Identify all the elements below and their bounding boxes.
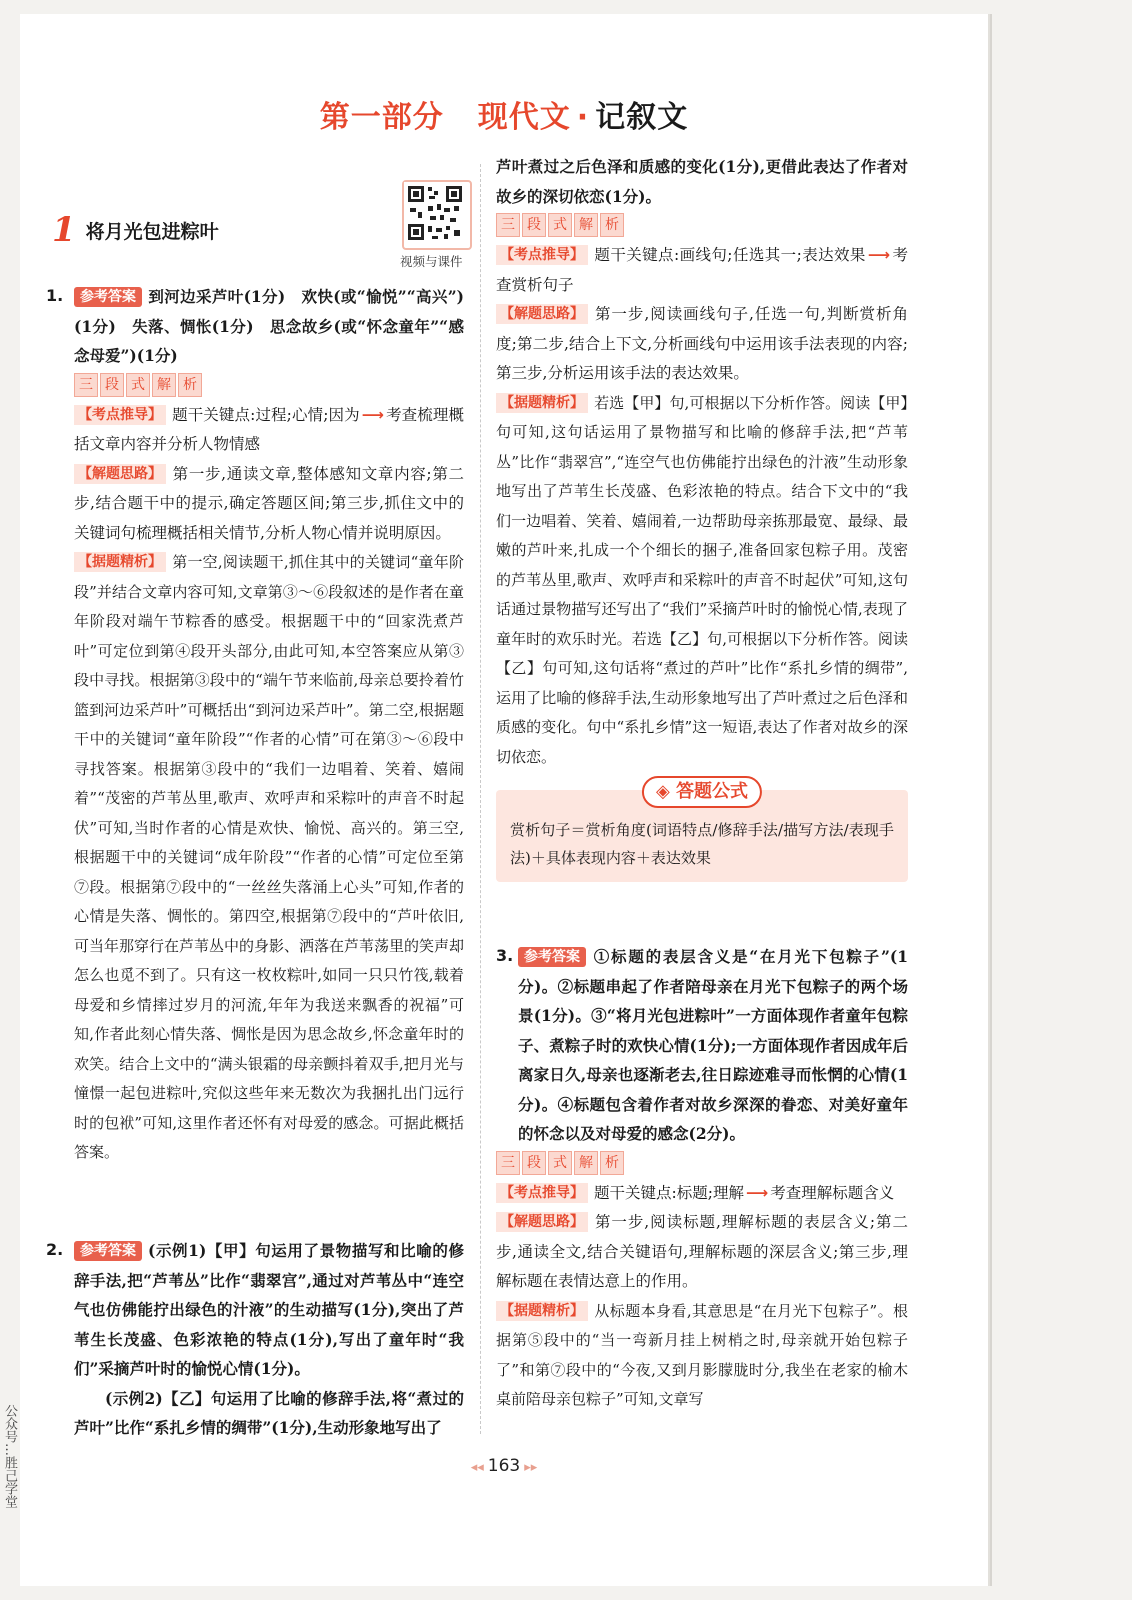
document-page bbox=[20, 14, 988, 1586]
answer-tag: 参考答案 bbox=[74, 1241, 142, 1261]
formula-title-text: 答题公式 bbox=[676, 781, 749, 802]
header-dot: · bbox=[576, 100, 590, 135]
header-part: 第一部分 bbox=[319, 100, 444, 135]
arrow-icon: ⟶ bbox=[361, 405, 384, 424]
q3-siliu bbox=[496, 1208, 908, 1297]
q3-answer bbox=[496, 942, 908, 1149]
q1-kaodian-b: 考查梳理概括文章内容并分析人物情感 bbox=[74, 405, 464, 453]
sandan-char: 析 bbox=[178, 373, 202, 397]
sandan-char: 析 bbox=[600, 213, 624, 237]
kaodian-label: 【考点推导】 bbox=[496, 245, 588, 265]
siliu-label: 【解题思路】 bbox=[496, 304, 588, 324]
arrow-icon: ⟶ bbox=[867, 246, 891, 264]
question-1 bbox=[46, 282, 465, 1168]
kaodian-label: 【考点推导】 bbox=[496, 1183, 588, 1203]
q3-kaodian bbox=[496, 1179, 908, 1209]
column-divider bbox=[480, 164, 481, 1434]
answer-tag: 参考答案 bbox=[518, 947, 586, 967]
page-number bbox=[20, 1456, 988, 1476]
answer-tag: 参考答案 bbox=[74, 287, 142, 307]
q1-kaodian bbox=[52, 401, 464, 460]
q1-jingxi-text: 第一空,阅读题干,抓住其中的关键词“童年阶段”并结合文章内容可知,文章第③～⑥段叙述的是作者在童年阶段对端午节粽香的感受。根据题干中的“回家洗煮芦叶”可定位到第④段开头部分,由此可知,本空答案应从第③段中寻找。根据第③段中的“端午节来临前,母亲总要拎着竹篮到河边采芦叶”可概括出“到河边采芦叶”。第二空,根据题干中的关键词“童年阶段”“作者的心情”可在第③～⑥段中寻找答案。根据第③段中的“我们一边唱着、笑着、嬉闹着”“茂密的芦苇丛里,歌声、欢呼声和采粽叶的声音不时起伏”可知,当时作者的心情是欢快、愉悦、高兴的。第三空,根据题干中的关键词“成年阶段”“作者的心情”可定位至第⑦段。根据第⑦段中的“一丝丝失落涌上心头”可知,作者的心情是失落、惆怅的。第四空,根据第⑦段中的“芦叶依旧,可当年那穿行在芦苇丛中的身影、洒落在芦苇荡里的笑声却怎么也觅不到了。只有这一枚枚粽叶,如同一只只竹筏,载着母爱和乡情摔过岁月的河流,年年为我送来飘香的祝福”可知,作者此刻心情失落、惆怅是因为思念故乡,怀念童年时的欢笑。结合上文中的“满头银霜的母亲颤抖着双手,把月光与憧憬一起包进粽叶,究似这些年来无数次为我捆扎出门远行时的包袱”可知,这里作者还怀有对母爱的感念。可据此概括答案。 bbox=[74, 553, 465, 1161]
jingxi-label: 【据题精析】 bbox=[74, 552, 166, 572]
siliu-label: 【解题思路】 bbox=[74, 464, 166, 484]
jingxi-label: 【据题精析】 bbox=[496, 393, 588, 413]
question-3 bbox=[496, 942, 908, 1415]
q1-jingxi bbox=[52, 548, 464, 1168]
page-edge bbox=[990, 14, 992, 1586]
layers-icon: ◈ bbox=[655, 781, 670, 802]
jingxi-label: 【据题精析】 bbox=[496, 1301, 588, 1321]
qr-code[interactable] bbox=[402, 180, 472, 250]
sandan-char: 段 bbox=[522, 1151, 546, 1175]
header-genre: 现代文 bbox=[477, 100, 571, 135]
q2-example2-end: 芦叶煮过之后色泽和质感的变化(1分),更借此表达了作者对故乡的深切依恋(1分)。 bbox=[496, 157, 908, 206]
q1-answer bbox=[52, 282, 464, 371]
sandan-badge bbox=[496, 213, 908, 237]
q1-siliu-text: 第一步,通读文章,整体感知文章内容;第二步,结合题干中的提示,确定答题区间;第三步,抓住文中的关键词句梳理概括相关情节,分析人物心情并说明原因。 bbox=[74, 464, 464, 542]
q3-jingxi bbox=[496, 1297, 908, 1415]
q2-example1-text: (示例1)【甲】句运用了景物描写和比喻的修辞手法,把“芦苇丛”比作“翡翠宫”,通过对芦苇丛中“连空气也仿佛能拧出绿色的汁液”的生动描写(1分),突出了芦苇生长茂盛、色彩浓艳的特点(1分),写出了童年时“我们”采摘芦叶时的愉悦心情(1分)。 bbox=[74, 1241, 464, 1378]
q2-siliu-text: 第一步,阅读画线句子,任选一句,判断赏析角度;第二步,结合上下文,分析画线句中运用该手法表现的内容;第三步,分析运用该手法的表达效果。 bbox=[496, 305, 908, 382]
q3-kaodian-a: 题干关键点:标题;理解 bbox=[594, 1183, 744, 1202]
q3-jingxi-text: 从标题本身看,其意思是“在月光下包粽子”。根据第⑤段中的“当一弯新月挂上树梢之时,母亲就开始包粽子了”和第⑦段中的“今夜,又到月影朦胧时分,我坐在老家的榆木桌前陪母亲包粽子”可知,文章写 bbox=[496, 1301, 908, 1408]
arrow-icon: ⟶ bbox=[745, 1183, 769, 1202]
side-watermark-note: 公众号…胜己学堂 bbox=[2, 1404, 17, 1508]
q2-kaodian-b: 考查赏析句子 bbox=[496, 246, 908, 294]
kaodian-label: 【考点推导】 bbox=[74, 405, 166, 425]
sandan-char: 段 bbox=[522, 213, 546, 237]
question-number: 2. bbox=[46, 1240, 64, 1259]
formula-text: 赏析句子＝赏析角度(词语特点/修辞手法/描写方法/表现手法)＋具体表现内容＋表达效果 bbox=[510, 821, 894, 867]
page-number-text: 163 bbox=[487, 1456, 521, 1476]
q1-kaodian-a: 题干关键点:过程;心情;因为 bbox=[172, 405, 360, 424]
sandan-char: 三 bbox=[496, 213, 520, 237]
sandan-char: 式 bbox=[126, 373, 150, 397]
sandan-badge bbox=[52, 373, 464, 397]
answer-formula-box bbox=[496, 781, 908, 882]
qr-code-icon bbox=[404, 182, 466, 244]
sandan-char: 式 bbox=[548, 1151, 572, 1175]
sandan-char: 式 bbox=[548, 213, 572, 237]
header-subgenre: 记叙文 bbox=[595, 100, 689, 135]
question-2-continued bbox=[496, 152, 908, 894]
sandan-char: 解 bbox=[152, 373, 176, 397]
q1-siliu bbox=[52, 460, 464, 549]
sandan-char: 段 bbox=[100, 373, 124, 397]
question-2 bbox=[46, 1236, 464, 1443]
question-number: 1. bbox=[46, 286, 64, 305]
q2-example1 bbox=[52, 1236, 464, 1384]
qr-caption: 视频与课件 bbox=[400, 254, 463, 269]
section-heading bbox=[52, 210, 219, 250]
chevron-right-icon: ▸▸ bbox=[524, 1460, 538, 1475]
chevron-left-icon: ◂◂ bbox=[470, 1460, 484, 1475]
q3-kaodian-b: 考查理解标题含义 bbox=[770, 1183, 895, 1202]
sandan-char: 三 bbox=[74, 373, 98, 397]
section-number: 1 bbox=[52, 210, 76, 250]
sandan-char: 三 bbox=[496, 1151, 520, 1175]
q2-kaodian bbox=[496, 241, 908, 300]
q2-jingxi-text: 若选【甲】句,可根据以下分析作答。阅读【甲】句可知,这句话运用了景物描写和比喻的修辞手法,把“芦苇丛”比作“翡翠宫”,“连空气也仿佛能拧出绿色的汁液”生动形象地写出了芦苇生长茂盛、色彩浓艳的特点。结合下文中的“我们一边唱着、笑着、嬉闹着,一边帮助母亲拣那最宽、最绿、最嫩的芦叶来,扎成一个个细长的捆子,准备回家包粽子用。茂密的芦苇丛里,歌声、欢呼声和采粽叶的声音不时起伏”可知,这句话通过景物描写还写出了“我们”采摘芦叶时的愉悦心情,表现了童年时的欢乐时光。若选【乙】句,可根据以下分析作答。阅读【乙】句可知,这句话将“煮过的芦叶”比作“系扎乡情的绸带”,运用了比喻的修辞手法,生动形象地写出了芦叶煮过之后色泽和质感的变化。句中“系扎乡情”这一短语,表达了作者对故乡的深切依恋。 bbox=[496, 393, 908, 766]
q2-example2-start: (示例2)【乙】句运用了比喻的修辞手法,将“煮过的芦叶”比作“系扎乡情的绸带”(1分),生动形象地写出了 bbox=[74, 1388, 464, 1437]
formula-title bbox=[642, 776, 762, 808]
sandan-badge bbox=[496, 1151, 908, 1175]
sandan-char: 解 bbox=[574, 213, 598, 237]
section-title: 将月光包进粽叶 bbox=[85, 220, 219, 243]
q2-jingxi bbox=[496, 389, 908, 773]
sandan-char: 析 bbox=[600, 1151, 624, 1175]
q3-siliu-text: 第一步,阅读标题,理解标题的表层含义;第二步,通读全文,结合关键语句,理解标题的深层含义;第三步,理解标题在表情达意上的作用。 bbox=[496, 1213, 908, 1290]
siliu-label: 【解题思路】 bbox=[496, 1212, 588, 1232]
q2-kaodian-a: 题干关键点:画线句;任选其一;表达效果 bbox=[594, 246, 866, 264]
sandan-char: 解 bbox=[574, 1151, 598, 1175]
q1-answer-text: 到河边采芦叶(1分) 欢快(或“愉悦”“高兴”)(1分) 失落、惆怅(1分) 思念故乡(或“怀念童年”“感念母爱”)(1分) bbox=[74, 287, 464, 365]
q3-answer-text: ①标题的表层含义是“在月光下包粽子”(1分)。②标题串起了作者陪母亲在月光下包粽子的两个场景(1分)。③“将月光包进粽叶”一方面体现作者童年包粽子、煮粽子时的欢快心情(1分);一方面体现作者因成年后离家日久,母亲也逐渐老去,往日踪迹难寻而怅惘的心情(1分)。④标题包含着作者对故乡深深的眷恋、对美好童年的怀念以及对母爱的感念(2分)。 bbox=[518, 947, 908, 1143]
q2-siliu bbox=[496, 300, 908, 389]
page-header bbox=[20, 92, 988, 136]
question-number: 3. bbox=[496, 946, 514, 965]
